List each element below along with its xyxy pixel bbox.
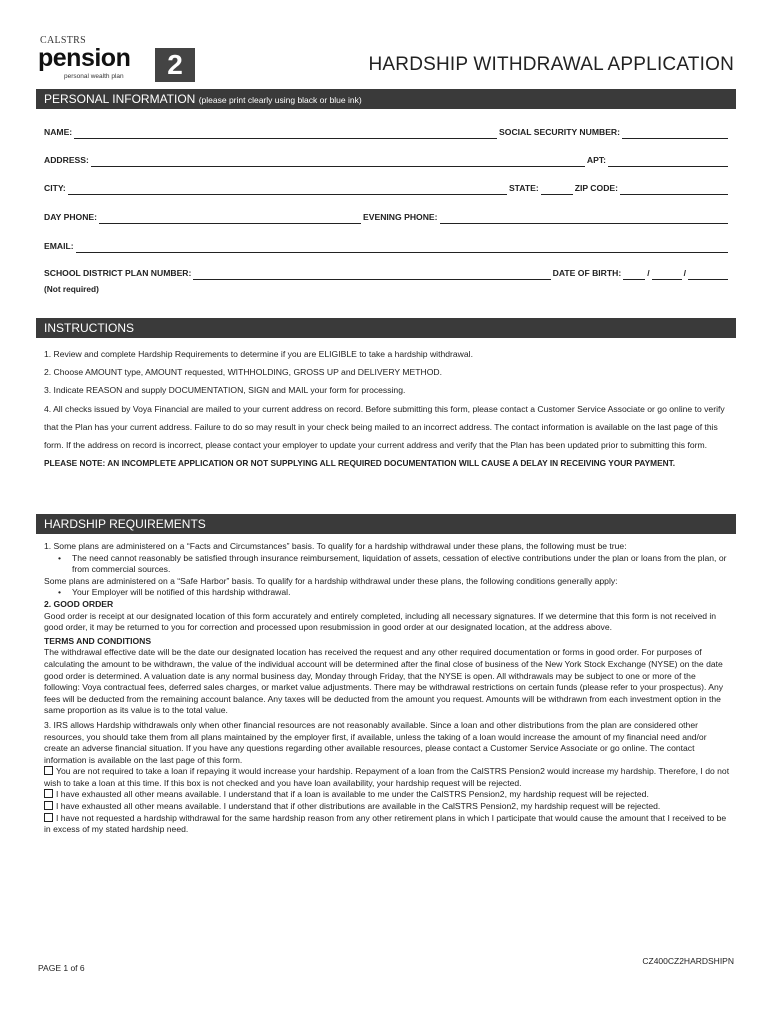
hardship-body: [44, 541, 732, 836]
logo: [38, 32, 183, 82]
logo-brand: CALSTRS: [40, 35, 87, 46]
instructions-list: [44, 345, 732, 472]
city-row: [44, 183, 730, 195]
bullet-text: The need cannot reasonably be satisfied through insurance reimbursement, liquidation of assets, cessation of elective contributions under the plan or loans from the plan, or from commercial sources.: [72, 552, 727, 575]
email-label: EMAIL:: [44, 241, 74, 252]
form-code: CZ400CZ2HARDSHIPN: [642, 956, 734, 966]
email-field[interactable]: [76, 243, 728, 253]
zip-field[interactable]: [620, 185, 728, 195]
loan-exhausted-text: I have exhausted all other means available. I understand that if a loan is available to me under the CalSTRS Pension2, my hardship request will be rejected.: [56, 789, 649, 800]
loan-hardship-option: [44, 766, 732, 789]
page-number: PAGE 1 of 6: [38, 963, 85, 973]
city-field[interactable]: [68, 185, 507, 195]
personal-info-heading: PERSONAL INFORMATION: [44, 92, 196, 106]
distributions-exhausted-text: I have exhausted all other means available. I understand that if other distributions are available in the CalSTRS Pension2, my hardship request will be rejected.: [56, 801, 661, 812]
please-note: PLEASE NOTE: AN INCOMPLETE APPLICATION OR NOT SUPPLYING ALL REQUIRED DOCUMENTATION WILL CAUSE A DELAY IN RECEIVING YOUR PAYMENT.: [44, 458, 676, 469]
bullet-icon: •: [58, 587, 62, 598]
city-label: CITY:: [44, 183, 66, 194]
dob-year-field[interactable]: [688, 270, 728, 280]
no-other-plan-text: I have not requested a hardship withdrawal for the same hardship reason from any other retirement plans in which I participate that would cause the amount that I received to be in excess of my stated hardship need.: [44, 812, 727, 835]
state-label: STATE:: [508, 183, 539, 194]
logo-tagline: personal wealth plan: [64, 73, 124, 80]
dob-slash: /: [683, 268, 686, 279]
logo-box: 2: [155, 48, 195, 82]
evening-phone-label: EVENING PHONE:: [363, 212, 438, 223]
ssn-label: SOCIAL SECURITY NUMBER:: [499, 127, 620, 138]
dob-slash: /: [647, 268, 650, 279]
distributions-exhausted-checkbox[interactable]: [44, 801, 53, 810]
instruction-item: 1. Review and complete Hardship Requirements to determine if you are ELIGIBLE to take a hardship withdrawal.: [44, 349, 473, 359]
instructions-header: [36, 318, 736, 338]
email-row: [44, 241, 730, 253]
not-required-note: (Not required): [44, 284, 99, 294]
distributions-exhausted-option: [44, 801, 732, 813]
no-other-plan-option: [44, 813, 732, 836]
ssn-field[interactable]: [622, 129, 728, 139]
apt-label: APT:: [586, 155, 606, 166]
day-phone-field[interactable]: [99, 214, 361, 224]
address-row: [44, 155, 730, 167]
loan-hardship-text: You are not required to take a loan if repaying it would increase your hardship. Repayment of a loan from the CalSTRS Pension2 would increase my hardship. Therefore, I do not wish to take a loan at this time. If this box is not checked and you have loan availability, your hardship request will be rejected.: [44, 766, 730, 788]
plan-dob-row: [44, 268, 730, 280]
address-field[interactable]: [91, 157, 585, 167]
name-label: NAME:: [44, 127, 73, 138]
dob-day-field[interactable]: [652, 270, 682, 280]
hardship-heading: HARDSHIP REQUIREMENTS: [44, 517, 206, 531]
state-field[interactable]: [541, 185, 573, 195]
day-phone-label: DAY PHONE:: [44, 212, 98, 223]
zip-label: ZIP CODE:: [574, 183, 618, 194]
instruction-item: 3. Indicate REASON and supply DOCUMENTATION, SIGN and MAIL your form for processing.: [44, 385, 406, 396]
irs-text: 3. IRS allows Hardship withdrawals only when other financial resources are not reasonably available. Since a loan and other distributions from the plan are considered other resources, you should take them from all plans maintained by the employer first, if available, unless the taking of a loan would increase the amount of my financial need and/or create an adverse financial situation. If you have any questions regarding other available resources, please contact a Customer Service Associate or go online. The contact information is available on the last page of this form.: [44, 719, 707, 765]
evening-phone-field[interactable]: [440, 214, 728, 224]
loan-exhausted-option: [44, 789, 732, 801]
loan-exhausted-checkbox[interactable]: [44, 789, 53, 798]
logo-word: pension: [38, 44, 131, 72]
bullet-item: [44, 553, 732, 576]
instruction-item: 4. All checks issued by Voya Financial are mailed to your current address on record. Before submitting this form, please contact a Customer Service Associate or go online to verify that the Plan has your current address. Failure to do so may result in your check being mailed to an incorrect address. The contact information is available on the last page of this form. If the address on record is incorrect, please contact your employer to update your current address and verify that the Plan has been updated prior to submitting this form.: [44, 403, 725, 451]
bullet-text: Your Employer will be notified of this hardship withdrawal.: [72, 587, 291, 598]
apt-field[interactable]: [608, 157, 728, 167]
bullet-icon: •: [58, 552, 62, 563]
instruction-item: 2. Choose AMOUNT type, AMOUNT requested, WITHHOLDING, GROSS UP and DELIVERY METHOD.: [44, 367, 442, 378]
no-other-plan-checkbox[interactable]: [44, 813, 53, 822]
personal-info-note: (please print clearly using black or blue ink): [198, 95, 362, 105]
dob-label: DATE OF BIRTH:: [552, 268, 622, 279]
dob-month-field[interactable]: [623, 270, 645, 280]
phone-row: [44, 212, 730, 224]
facts-circumstances-text: 1. Some plans are administered on a “Facts and Circumstances” basis. To qualify for a hardship withdrawal under these plans, the following must be true:: [44, 541, 627, 551]
plan-number-field[interactable]: [193, 270, 550, 280]
terms-title: TERMS AND CONDITIONS: [44, 635, 152, 646]
name-field[interactable]: [74, 129, 497, 139]
personal-info-header: [36, 89, 736, 109]
good-order-text: Good order is receipt at our designated location of this form accurately and entirely completed, including all necessary signatures. If we determine that this form is not received in good order, it may be returned to you for correction and processed upon resubmission in good order at our designated location, at the address above.: [44, 610, 717, 633]
name-row: [44, 127, 730, 139]
safe-harbor-text: Some plans are administered on a “Safe Harbor” basis. To qualify for a hardship withdrawal under these plans, the following conditions generally apply:: [44, 575, 618, 586]
address-label: ADDRESS:: [44, 155, 89, 166]
instructions-heading: INSTRUCTIONS: [44, 321, 134, 335]
terms-text: The withdrawal effective date will be the date our designated location has received the request and any other required documentation or forms in good order. For purposes of calculating the amount to be withdrawn, the value of the individual account will be determined after the final close of business of the New York Stock Exchange (NYSE) on the date good order is determined. A valuation date is any normal business day, Monday through Friday, that the NYSE is open. All withdrawals may be subject to one or more of the following: Voya contractual fees, deferred sales charges, or market value adjustments. There may be withdrawal restrictions on certain funds (please refer to your prospectus). Any fees will be deducted from the remaining account balance. Any taxes will be deducted from the amount you request. Amounts will be withdrawn from each investment option in the same proportion as its value is to the total value.: [44, 647, 724, 716]
document-title: HARDSHIP WITHDRAWAL APPLICATION: [368, 54, 734, 75]
bullet-item: [44, 587, 732, 599]
loan-hardship-checkbox[interactable]: [44, 766, 53, 775]
hardship-header: [36, 514, 736, 534]
plan-number-label: SCHOOL DISTRICT PLAN NUMBER:: [44, 268, 192, 279]
good-order-title: 2. GOOD ORDER: [44, 598, 114, 609]
